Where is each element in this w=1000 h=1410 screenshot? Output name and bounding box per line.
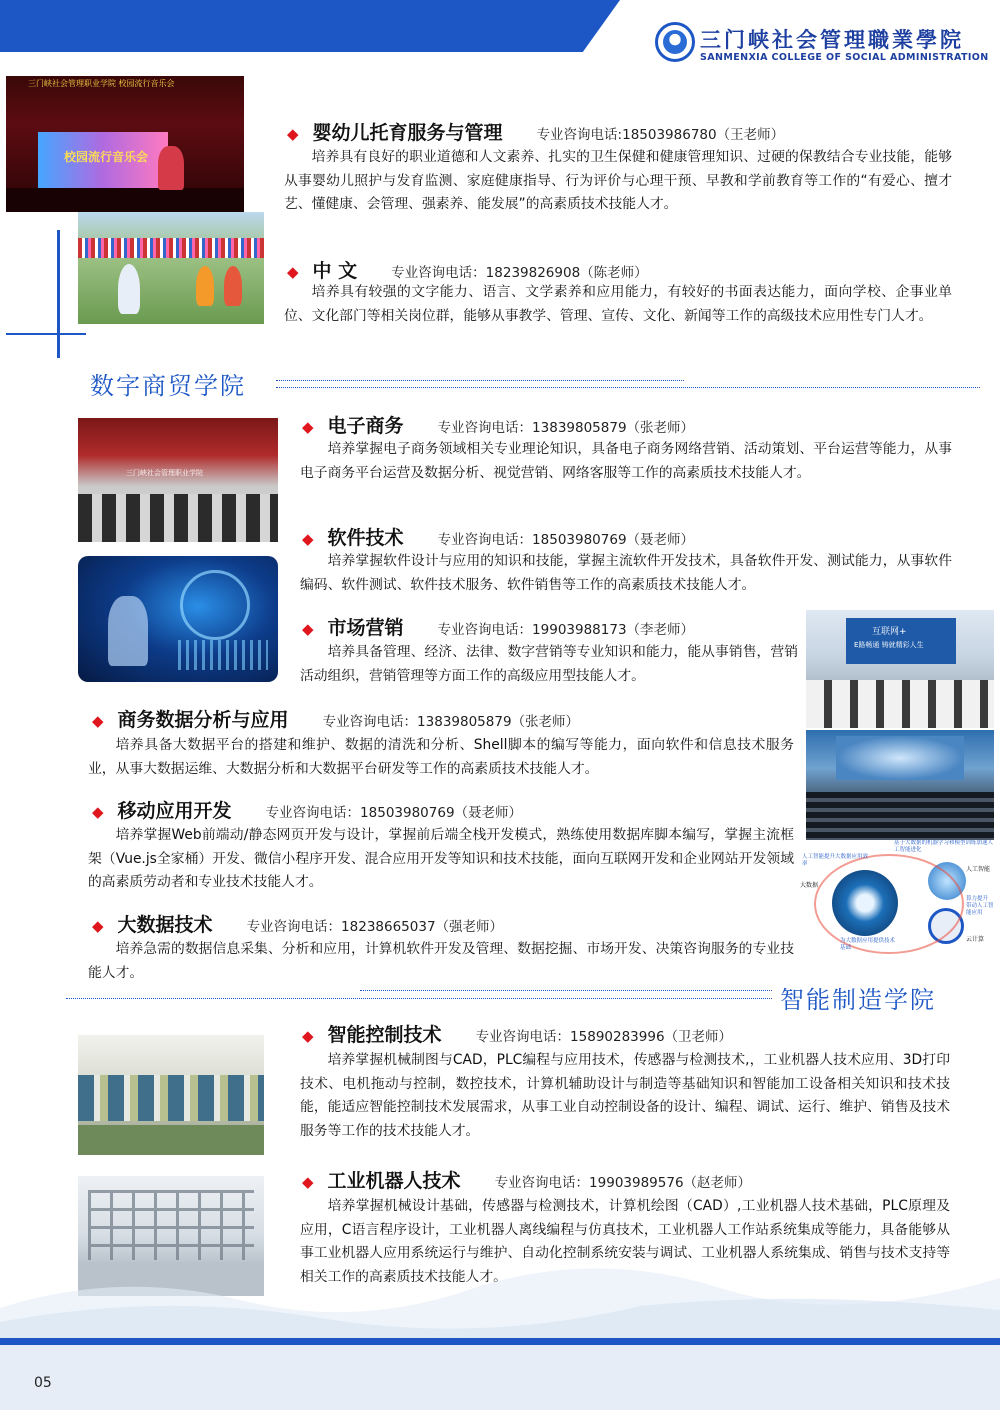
course-title-software xyxy=(302,523,694,550)
course-desc-text: 培养掌握软件设计与应用的知识和技能，掌握主流软件开发技术，具备软件开发、测试能力，从事软件编码、软件测试、软件技术服务、软件销售等工作的高素质技术技能人才。 xyxy=(300,553,952,593)
concert-stage-photo xyxy=(6,76,244,212)
diagram-label: 人工智能提升大数据应用效率 xyxy=(802,854,869,867)
course-title-big-data xyxy=(92,910,503,937)
course-description xyxy=(300,641,798,688)
course-name: 商务数据分析与应用 xyxy=(117,709,289,731)
course-desc-text: 培养掌握Web前端动/静态网页开发与设计，掌握前后端全栈开发模式，熟练使用数据库脚本编写，掌握主流框架（Vue.js全家桶）开发、微信小程序开发、混合应用开发等知识和技术技能，面向互联网开发和企业网站开发领域的高素质劳动者和专业技术技能人才。 xyxy=(88,827,794,890)
footer-band xyxy=(0,1345,1000,1410)
diagram-label: 人工智能 xyxy=(966,866,991,873)
floor xyxy=(78,1125,264,1155)
course-desc-text: 培养具有较强的文字能力、语言、文学素养和应用能力，有较好的书面表达能力，面向学校、企事业单位、文化部门等相关岗位群，能够从事教学、管理、宣传、文化、新闻等工作的高级技术应用性专门人才。 xyxy=(284,284,952,324)
course-phone: 专业咨询电话：19903988173（李老师） xyxy=(437,622,695,638)
mountain-watermark xyxy=(0,1230,1000,1338)
header-band xyxy=(0,0,620,52)
course-title-childcare xyxy=(287,118,784,145)
tech-hand-graphic xyxy=(78,556,278,682)
photo-caption: 三门峡社会管理职业学院 校园流行音乐会 xyxy=(28,79,175,88)
course-title-ecommerce xyxy=(302,411,694,438)
course-desc-text: 培养具有良好的职业道德和人文素养、扎实的卫生保健和健康管理知识、过硬的保教结合专业技能，能够从事婴幼儿照护与发育监测、家庭健康指导、行为评价与心理干预、早教和学前教育等工作的“有爱心、擅才艺、懂健康、会管理、强素养、能发展”的高素质技术技能人才。 xyxy=(284,149,952,212)
course-title-chinese xyxy=(287,256,648,283)
course-description xyxy=(300,1049,950,1143)
stage-floor xyxy=(6,188,244,212)
course-phone: 专业咨询电话：19903989576（赵老师） xyxy=(494,1175,752,1191)
machine-workshop-photo xyxy=(78,1035,264,1155)
diamond-bullet-icon: ◆ xyxy=(302,620,314,638)
diamond-bullet-icon: ◆ xyxy=(92,803,104,821)
bigdata-ai-diagram xyxy=(790,840,996,964)
page-number: 05 xyxy=(34,1375,52,1391)
diamond-bullet-icon: ◆ xyxy=(302,418,314,436)
seat-rows xyxy=(806,792,994,840)
dancer xyxy=(118,264,140,314)
section-divider xyxy=(276,387,980,388)
dancer xyxy=(224,266,242,306)
course-name: 市场营销 xyxy=(327,617,404,639)
section-divider xyxy=(360,990,772,991)
course-description xyxy=(300,550,952,597)
footer-line xyxy=(0,1338,1000,1345)
course-phone: 专业咨询电话：13839805879（张老师） xyxy=(322,714,580,730)
dance-performance-photo xyxy=(78,212,264,324)
diagram-label: 为大数据应用提供技术基础 xyxy=(840,938,896,951)
section-divider xyxy=(66,998,772,999)
course-description xyxy=(88,734,794,781)
course-name: 电子商务 xyxy=(327,415,404,437)
college-logo-icon xyxy=(655,22,695,62)
data-center-photo xyxy=(806,730,994,840)
course-title-mobile-dev xyxy=(92,796,522,823)
diamond-bullet-icon: ◆ xyxy=(302,530,314,548)
decor-line xyxy=(57,230,60,358)
course-phone: 专业咨询电话：13839805879（张老师） xyxy=(437,420,695,436)
stage-banner: 校园流行音乐会 xyxy=(64,150,149,164)
course-description xyxy=(88,938,794,985)
college-name-cn: 三门峡社会管理職業學院 xyxy=(700,27,964,52)
decor-line xyxy=(6,333,86,335)
course-title-intelligent-control xyxy=(302,1020,732,1047)
course-description xyxy=(88,824,794,895)
desks xyxy=(806,680,994,728)
classroom-banner-line2: E路畅通 铸就精彩人生 xyxy=(854,641,924,649)
diagram-label: 基于大数据的机器学习和模型训练加速人工智能进化 xyxy=(894,840,994,853)
course-name: 工业机器人技术 xyxy=(327,1170,461,1192)
diamond-bullet-icon: ◆ xyxy=(92,917,104,935)
classroom-banner-line1: 互联网+ xyxy=(872,627,907,637)
diamond-bullet-icon: ◆ xyxy=(287,263,299,281)
course-title-business-data xyxy=(92,705,579,732)
performer xyxy=(158,146,184,190)
diamond-bullet-icon: ◆ xyxy=(302,1173,314,1191)
crowd xyxy=(78,238,264,258)
section-title-intelligent-manufacturing: 智能制造学院 xyxy=(780,986,936,1014)
course-title-industrial-robot xyxy=(302,1166,751,1193)
diamond-bullet-icon: ◆ xyxy=(302,1027,314,1045)
course-description xyxy=(284,281,952,328)
diagram-label: 云计算 xyxy=(966,936,985,943)
machine-row xyxy=(78,1075,264,1121)
course-desc-text: 培养具备大数据平台的搭建和维护、数据的清洗和分析、Shell脚本的编写等能力，面向软件和信息技术服务业，从事大数据运维、大数据分析和大数据平台研发等工作的高素质技术技能人才。 xyxy=(88,737,794,777)
course-phone: 专业咨询电话：18239826908（陈老师） xyxy=(391,265,648,281)
course-title-marketing xyxy=(302,613,694,640)
course-name: 软件技术 xyxy=(327,527,404,549)
course-desc-text: 培养掌握机械制图与CAD，PLC编程与应用技术，传感器与检测技术,，工业机器人技术应用、3D打印技术、电机拖动与控制，数控技术，计算机辅助设计与制造等基础知识和智能加工设备相关知识和技术技能，能适应智能控制技术发展需求，从事工业自动控制设备的设计、编程、调试、运行、维护、销售及技术服务等工作的技术技能人才。 xyxy=(300,1052,950,1139)
course-name: 婴幼儿托育服务与管理 xyxy=(312,122,503,144)
bar-graphic xyxy=(178,640,268,670)
course-desc-text: 培养急需的数据信息采集、分析和应用，计算机软件开发及管理、数据挖掘、市场开发、决策咨询服务的专业技能人才。 xyxy=(88,941,794,981)
course-phone: 专业咨询电话:18503986780（王老师） xyxy=(536,127,785,143)
monitor-rows xyxy=(78,494,278,542)
course-name: 智能控制技术 xyxy=(327,1024,442,1046)
course-desc-text: 培养具备管理、经济、法律、数字营销等专业知识和能力，能从事销售，营销活动组织，营销管理等方面工作的高级应用型技能人才。 xyxy=(300,644,798,684)
course-name: 中 文 xyxy=(312,260,358,282)
diagram-label: 算力提升 带动人工智能应用 xyxy=(966,896,994,916)
section-divider xyxy=(276,380,684,381)
lab-banner: 三门峡社会管理职业学院 xyxy=(126,469,203,477)
course-phone: 专业咨询电话：18503980769（聂老师） xyxy=(265,805,523,821)
digital-ring-icon xyxy=(180,570,250,640)
course-phone: 专业咨询电话：18503980769（聂老师） xyxy=(437,532,695,548)
diamond-bullet-icon: ◆ xyxy=(287,125,299,143)
course-description xyxy=(284,146,952,217)
course-description xyxy=(300,438,952,485)
diamond-bullet-icon: ◆ xyxy=(92,712,104,730)
course-desc-text: 培养掌握电子商务领域相关专业理论知识，具备电子商务网络营销、活动策划、平台运营等能力，从事电子商务平台运营及数据分析、视觉营销、网络客服等工作的高素质技术技能人才。 xyxy=(300,441,952,481)
classroom-photo xyxy=(806,610,994,728)
screen-wall xyxy=(836,736,964,780)
hand-silhouette xyxy=(108,596,148,666)
course-phone: 专业咨询电话：15890283996（卫老师） xyxy=(475,1029,733,1045)
college-name-en: SANMENXIA COLLEGE OF SOCIAL ADMINISTRATION xyxy=(700,52,989,63)
dancer xyxy=(196,266,214,306)
course-name: 移动应用开发 xyxy=(117,800,232,822)
section-title-digital-commerce: 数字商贸学院 xyxy=(90,372,246,400)
course-phone: 专业咨询电话：18238665037（强老师） xyxy=(246,919,504,935)
computer-lab-photo xyxy=(78,418,278,542)
course-name: 大数据技术 xyxy=(117,914,213,936)
course-desc-text: 培养掌握机械设计基础，传感器与检测技术，计算机绘图（CAD）,工业机器人技术基础，PLC原理及应用，C语言程序设计，工业机器人离线编程与仿真技术，工业机器人工作站系统集成等能力，具备能够从事工业机器人应用系统运行与维护、自动化控制系统安装与调试、工业机器人系统集成、销售与技术支持等相关工作的高素质技术技能人才。 xyxy=(300,1198,950,1285)
diagram-label: 大数据 xyxy=(800,882,819,889)
